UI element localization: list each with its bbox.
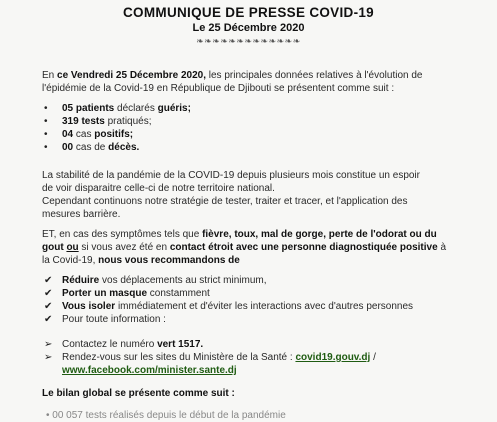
para1-line-1: La stabilité de la pandémie de la COVID-19 depuis plusieurs mois constitue un espoir bbox=[42, 170, 420, 181]
para2-line-2: mesures barrière. bbox=[42, 209, 121, 220]
bullet-icon: • bbox=[44, 103, 48, 114]
recommendation-isolate: Vous isoler immédiatement et d'éviter les interactions avec d'autres personnes bbox=[62, 301, 414, 312]
recommendation-reduce: Réduire vos déplacements au strict minimum, bbox=[62, 275, 267, 286]
intro-date: ce Vendredi 25 Décembre 2020, bbox=[57, 70, 206, 81]
checkmark-icon: ✔ bbox=[44, 301, 53, 312]
decorative-ornament: ❧❧❧❧❧❧❧❧❧❧❧❧❧ bbox=[196, 36, 301, 46]
stat-tests: 319 tests pratiqués; bbox=[62, 116, 152, 127]
contact-phone: Contactez le numéro vert 1517. bbox=[62, 339, 204, 350]
recommendation-info: Pour toute information : bbox=[62, 314, 166, 325]
para1-line-2: de voir disparaitre celle-ci de notre territoire national. bbox=[42, 183, 275, 194]
stat-recovered: 05 patients déclarés guéris; bbox=[62, 103, 191, 114]
bullet-icon: • bbox=[44, 142, 48, 153]
checkmark-icon: ✔ bbox=[44, 288, 53, 299]
intro-line-1: En ce Vendredi 25 Décembre 2020, les principales données relatives à l'évolution de bbox=[42, 70, 423, 81]
arrow-bullet-icon: ➢ bbox=[44, 352, 53, 363]
intro-line-2: l'épidémie de la Covid-19 en République de Djibouti se présentent comme suit : bbox=[42, 83, 395, 94]
document-date: Le 25 Décembre 2020 bbox=[192, 22, 305, 34]
para2-line-1: Cependant continuons notre stratégie de tester, traiter et tracer, et l'application des bbox=[42, 196, 408, 207]
checkmark-icon: ✔ bbox=[44, 275, 53, 286]
recommendation-mask: Porter un masque constamment bbox=[62, 288, 210, 299]
checkmark-icon: ✔ bbox=[44, 314, 53, 325]
document-title: COMMUNIQUE DE PRESSE COVID-19 bbox=[123, 5, 374, 20]
stat-deaths: 00 cas de décès. bbox=[62, 142, 140, 153]
para3-line-1: ET, en cas des symptômes tels que fièvre, toux, mal de gorge, perte de l'odorat ou du bbox=[42, 229, 437, 240]
contact-facebook bbox=[62, 365, 237, 377]
facebook-link[interactable]: www.facebook.com/minister.sante.dj bbox=[62, 365, 237, 376]
bullet-icon: • bbox=[44, 116, 48, 127]
bilan-heading: Le bilan global se présente comme suit : bbox=[42, 388, 235, 399]
stat-positive: 04 cas positifs; bbox=[62, 129, 134, 140]
para3-line-2: gout ou si vous avez été en contact étroit avec une personne diagnostiquée positive à bbox=[42, 242, 447, 253]
bullet-icon: • bbox=[44, 129, 48, 140]
contact-websites: Rendez-vous sur les sites du Ministère de la Santé : covid19.gouv.dj / bbox=[62, 352, 376, 363]
covid-site-link[interactable]: covid19.gouv.dj bbox=[295, 352, 371, 363]
bilan-partial-line: • 00 057 tests réalisés depuis le début de la pandémie bbox=[46, 410, 286, 421]
para3-line-3: la Covid-19, nous vous recommandons de bbox=[42, 255, 240, 266]
arrow-bullet-icon: ➢ bbox=[44, 339, 53, 350]
